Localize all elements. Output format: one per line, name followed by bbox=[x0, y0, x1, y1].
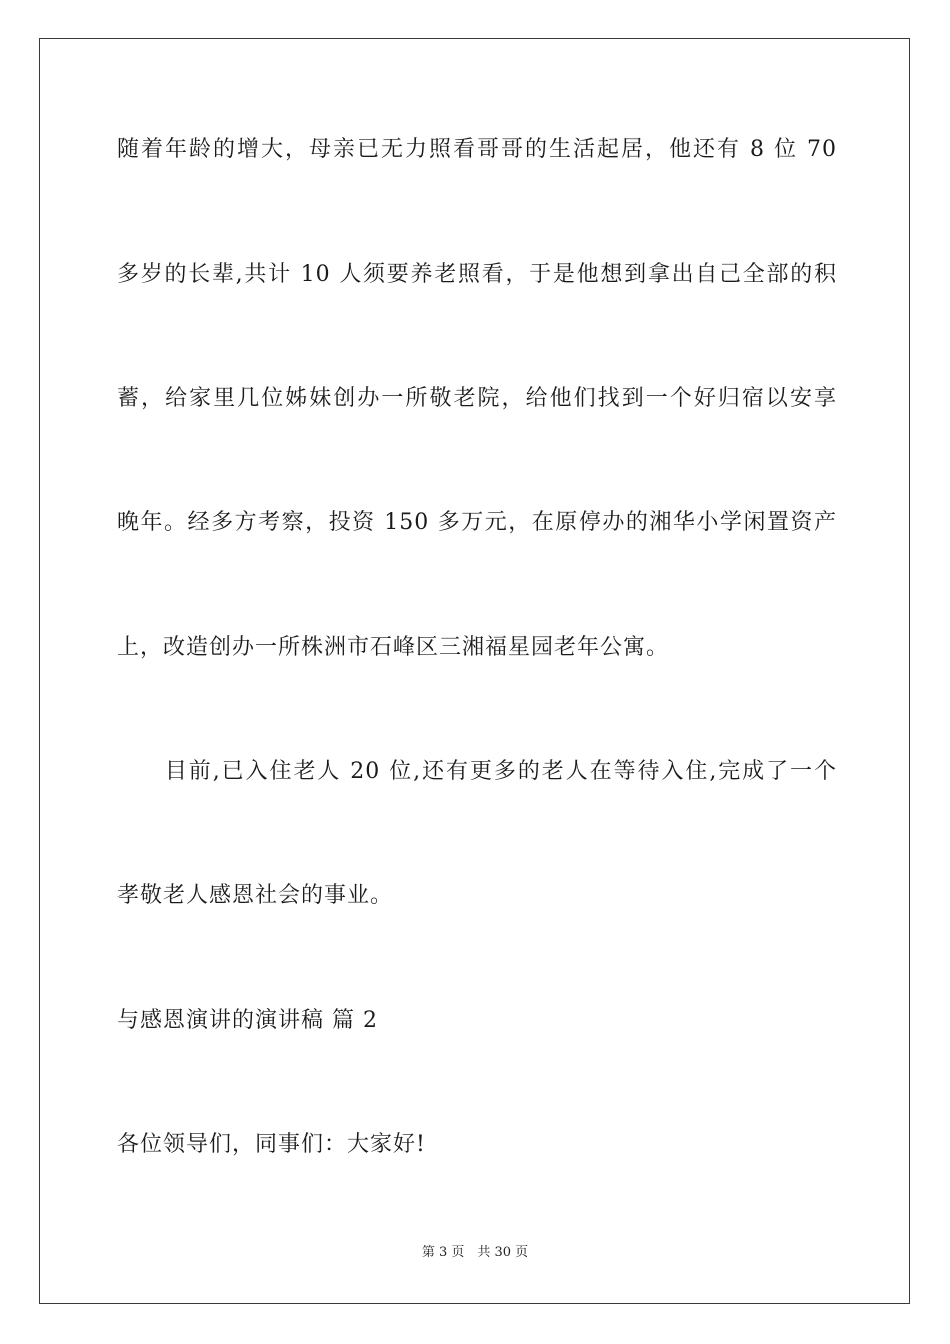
body-line-3: 蓄，给家里几位姊妹创办一所敬老院，给他们找到一个好归宿以安享 bbox=[117, 386, 837, 411]
body-line-5: 上，改造创办一所株洲市石峰区三湘福星园老年公寓。 bbox=[117, 635, 670, 660]
body-line-2: 多岁的长辈,共计 10 人须要养老照看，于是他想到拿出自己全部的积 bbox=[117, 262, 837, 287]
page-footer: 第 3 页 共 30 页 bbox=[421, 1245, 529, 1260]
body-line-4: 晚年。经多方考察，投资 150 多万元，在原停办的湘华小学闲置资产 bbox=[117, 510, 837, 535]
section-heading: 与感恩演讲的演讲稿 篇 2 bbox=[117, 1008, 378, 1033]
greeting-line: 各位领导们，同事们：大家好! bbox=[117, 1132, 426, 1157]
body-line-7: 孝敬老人感恩社会的事业。 bbox=[117, 883, 394, 908]
body-line-6: 目前,已入住老人 20 位,还有更多的老人在等待入住,完成了一个 bbox=[117, 759, 837, 784]
page-border bbox=[39, 38, 910, 1304]
body-line-1: 随着年龄的增大，母亲已无力照看哥哥的生活起居，他还有 8 位 70 bbox=[117, 137, 837, 162]
